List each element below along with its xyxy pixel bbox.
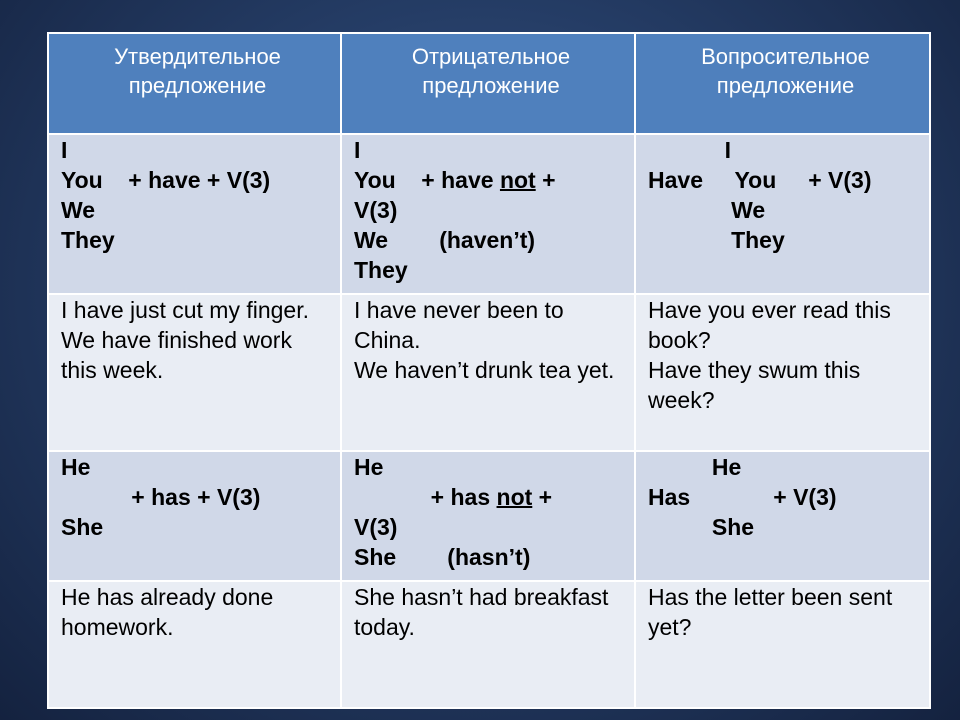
formula-line: He (354, 454, 384, 480)
formula-line: She (648, 514, 755, 540)
have-affirmative-formula (48, 134, 341, 294)
formula-line: Has + V(3) (648, 484, 837, 510)
formula-line: You + have + V(3) (61, 167, 271, 193)
formula-line: We (648, 197, 766, 223)
have-affirmative-example: I have just cut my finger. We have finished work this week. (48, 294, 341, 451)
have-question-example: Have you ever read this book? Have they swum this week? (635, 294, 930, 451)
formula-line: He (648, 454, 742, 480)
have-negative-example: I have never been to China. We haven’t drunk tea yet. (341, 294, 635, 451)
formula-line (354, 165, 628, 195)
formula-line: I (354, 137, 361, 163)
header-negative: Отрицательное предложение (341, 33, 635, 134)
formula-line: V(3) (354, 197, 398, 223)
has-affirmative-formula (48, 451, 341, 581)
have-formula-row (48, 134, 930, 294)
have-negative-formula (341, 134, 635, 294)
formula-part: + (535, 167, 556, 193)
have-question-formula (635, 134, 930, 294)
formula-line (354, 482, 628, 512)
formula-line: I (648, 137, 732, 163)
have-example-row (48, 294, 930, 451)
formula-line: They (61, 227, 115, 253)
formula-line: + has + V(3) (61, 484, 261, 510)
formula-line: He (61, 454, 91, 480)
has-affirmative-example: He has already done homework. (48, 581, 341, 708)
formula-part: You + have (354, 167, 500, 193)
not-word: not (499, 167, 536, 193)
has-negative-example: She hasn’t had breakfast today. (341, 581, 635, 708)
formula-line: I (61, 137, 68, 163)
header-affirmative: Утвердительное предложение (48, 33, 341, 134)
present-perfect-table (47, 32, 931, 709)
has-question-formula (635, 451, 930, 581)
has-example-row (48, 581, 930, 708)
not-word: not (496, 484, 533, 510)
formula-line: They (648, 227, 785, 253)
formula-line: We (61, 197, 96, 223)
formula-part: + (532, 484, 553, 510)
has-negative-formula (341, 451, 635, 581)
formula-part: + has (354, 484, 497, 510)
formula-line: She (hasn’t) (354, 544, 531, 570)
header-question: Вопросительное предложение (635, 33, 930, 134)
formula-line: Have You + V(3) (648, 167, 872, 193)
formula-line: They (354, 257, 408, 283)
header-row (48, 33, 930, 134)
has-formula-row (48, 451, 930, 581)
has-question-example: Has the letter been sent yet? (635, 581, 930, 708)
formula-line: We (haven’t) (354, 227, 536, 253)
formula-line: She (61, 514, 104, 540)
formula-line: V(3) (354, 514, 398, 540)
